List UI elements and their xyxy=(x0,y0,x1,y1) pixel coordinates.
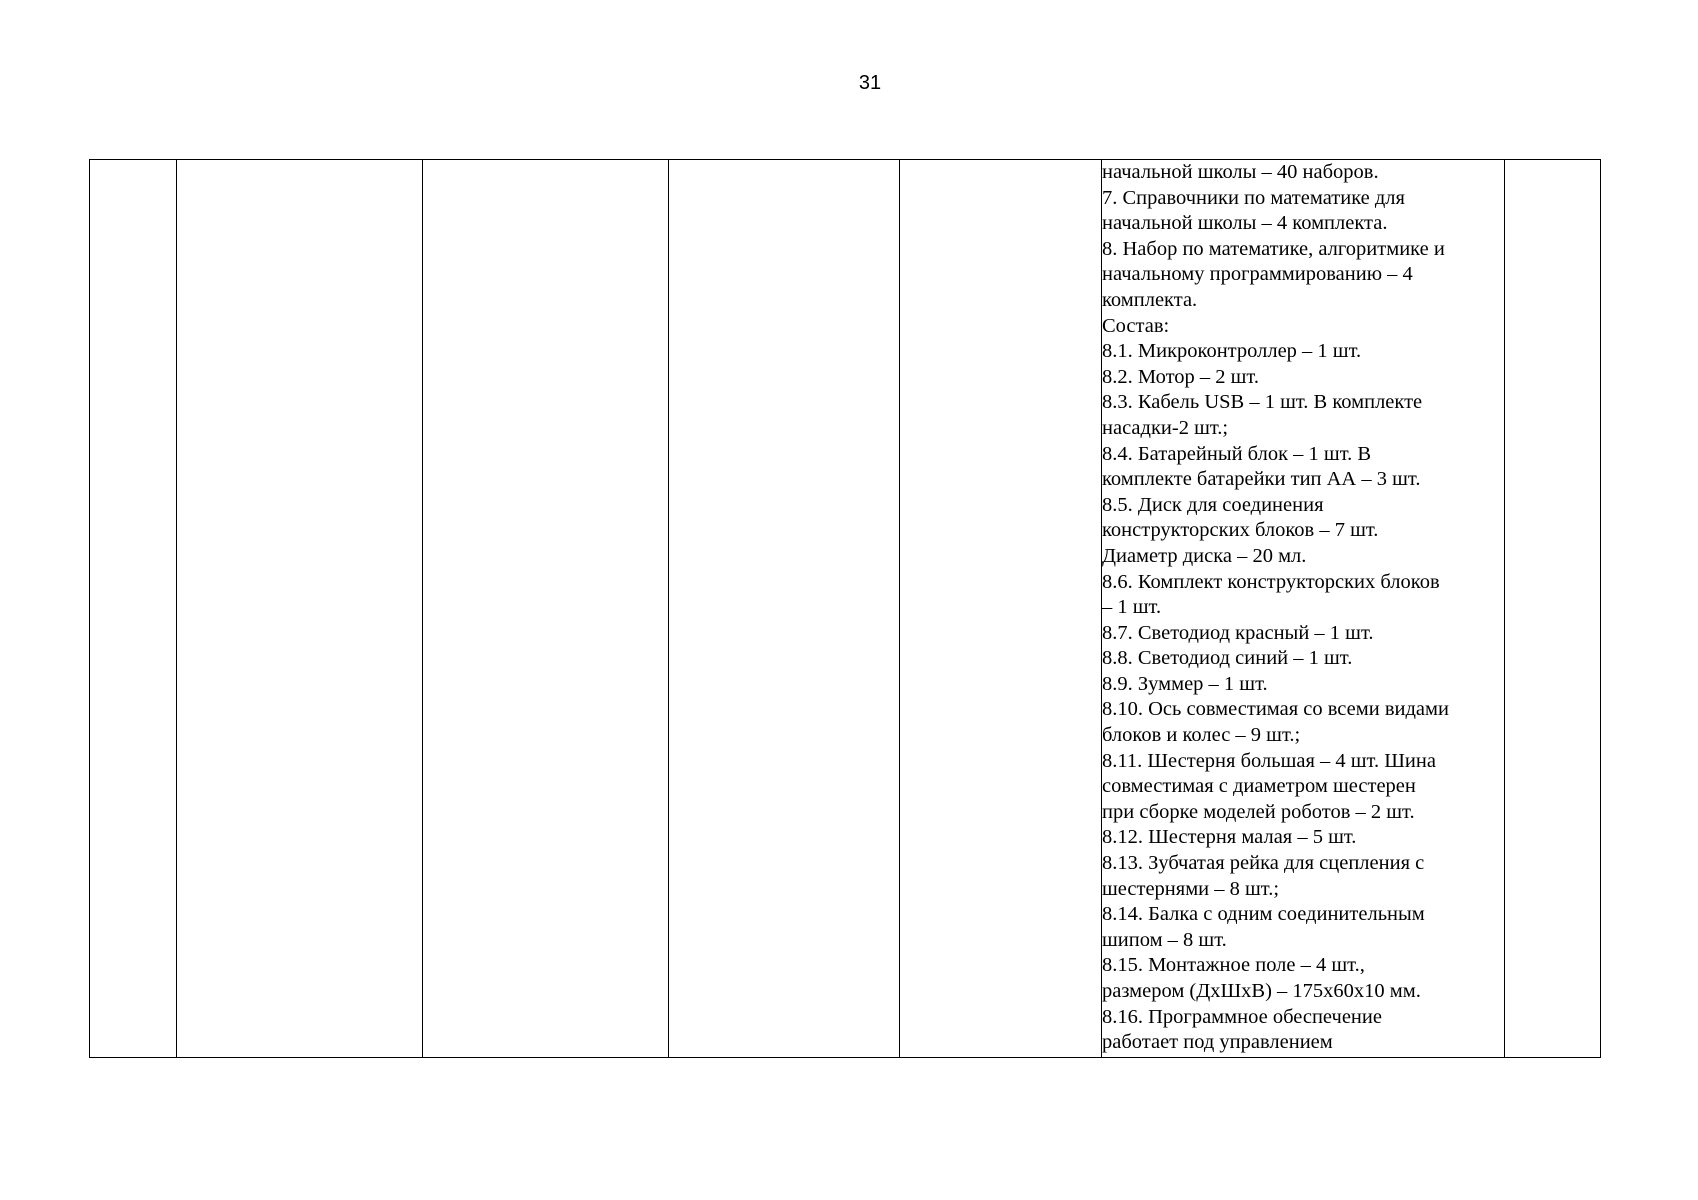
text-line: начальному программированию – 4 xyxy=(1102,263,1413,286)
text-line: Состав: xyxy=(1102,314,1170,337)
table-cell-equipment-list xyxy=(1102,160,1505,1058)
page-number: 31 xyxy=(858,72,882,94)
text-line: 8.16. Программное обеспечение xyxy=(1102,1005,1382,1028)
text-line: 8.10. Ось совместимая со всеми видами xyxy=(1102,698,1449,721)
text-line: 8.1. Микроконтроллер – 1 шт. xyxy=(1102,340,1362,363)
text-line: начальной школы – 40 наборов. xyxy=(1102,161,1379,183)
text-line: 8.4. Батарейный блок – 1 шт. В xyxy=(1102,442,1372,465)
text-line: совместимая с диаметром шестерен xyxy=(1102,775,1416,798)
document-table xyxy=(89,159,1601,1058)
table-cell-col-2 xyxy=(177,160,423,1058)
text-line: насадки-2 шт.; xyxy=(1102,416,1229,439)
text-line: 8.5. Диск для соединения xyxy=(1102,493,1324,516)
text-line: 8.2. Мотор – 2 шт. xyxy=(1102,365,1259,388)
text-line: 8.11. Шестерня большая – 4 шт. Шина xyxy=(1102,749,1436,772)
text-line: шестернями – 8 шт.; xyxy=(1102,877,1280,900)
table-row xyxy=(90,160,1601,1058)
table-cell-col-7 xyxy=(1505,160,1601,1058)
text-line: Диаметр диска – 20 мл. xyxy=(1102,544,1307,567)
text-line: шипом – 8 шт. xyxy=(1102,928,1227,951)
text-line: 8.13. Зубчатая рейка для сцепления с xyxy=(1102,852,1425,875)
text-line: размером (ДхШхВ) – 175х60х10 мм. xyxy=(1102,980,1421,1002)
text-line: 8.6. Комплект конструкторских блоков xyxy=(1102,570,1440,593)
table-cell-col-1 xyxy=(90,160,177,1058)
table-cell-col-4 xyxy=(669,160,900,1058)
table-cell-col-5 xyxy=(900,160,1102,1058)
text-line: работает под управлением xyxy=(1102,1031,1333,1054)
text-line: 8.9. Зуммер – 1 шт. xyxy=(1102,672,1268,695)
text-line: 8.8. Светодиод синий – 1 шт. xyxy=(1102,647,1353,670)
text-line: комплекте батарейки тип АА – 3 шт. xyxy=(1102,468,1421,491)
text-line: комплекта. xyxy=(1102,288,1198,311)
text-line: 8.15. Монтажное поле – 4 шт., xyxy=(1102,954,1365,977)
table-cell-col-3 xyxy=(423,160,669,1058)
text-line: 7. Справочники по математике для xyxy=(1102,186,1405,209)
text-line: 8.14. Балка с одним соединительным xyxy=(1102,903,1425,926)
text-line: 8.12. Шестерня малая – 5 шт. xyxy=(1102,826,1357,849)
text-line: 8. Набор по математике, алгоритмике и xyxy=(1102,237,1445,260)
text-line: 8.7. Светодиод красный – 1 шт. xyxy=(1102,621,1374,644)
text-line: конструкторских блоков – 7 шт. xyxy=(1102,519,1379,542)
text-line: начальной школы – 4 комплекта. xyxy=(1102,212,1388,235)
text-line: при сборке моделей роботов – 2 шт. xyxy=(1102,800,1415,823)
text-line: блоков и колес – 9 шт.; xyxy=(1102,724,1301,747)
text-line: – 1 шт. xyxy=(1102,596,1162,619)
text-line: 8.3. Кабель USB – 1 шт. В комплекте xyxy=(1102,391,1423,414)
